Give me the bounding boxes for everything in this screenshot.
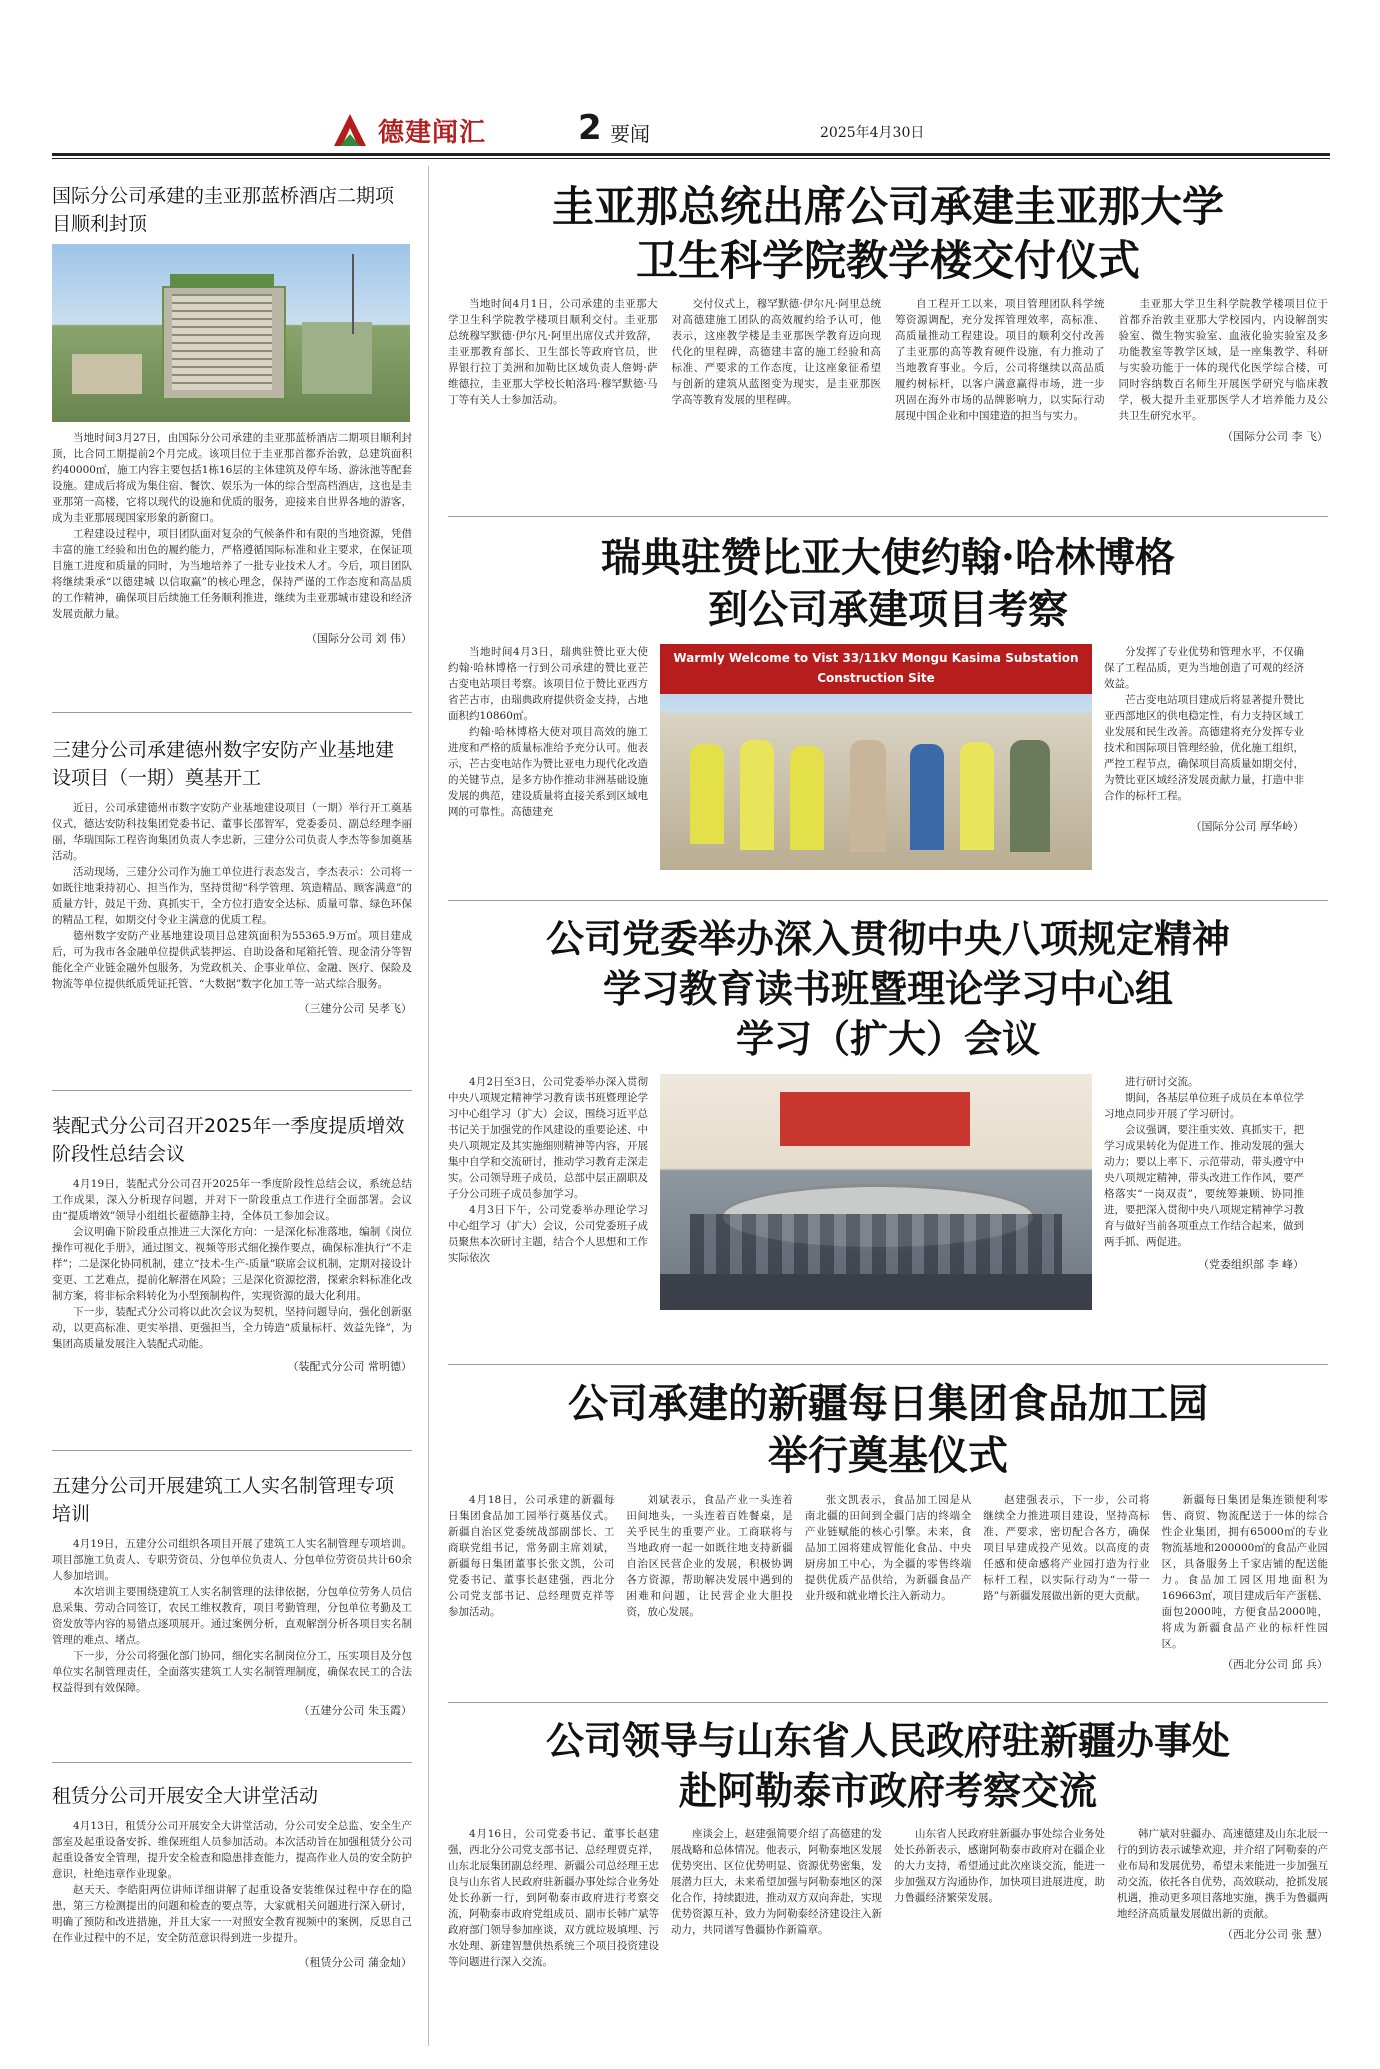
article-paragraph: 下一步，装配式分公司将以此次会议为契机，坚持问题导向，强化创新驱动，以更高标准、更实举措、更强担当，全力铸造“质量标杆、效益先锋”，为集团高质量发展注入装配式动能。	[52, 1306, 412, 1350]
article-paragraph: 张文凯表示，食品加工园是从南北疆的田间到全疆门店的终端全产业链赋能的核心引擎。未来，食品加工园将建成智能化食品、中央厨房加工中心，为全疆的零售终端提供优质产品供给，为新疆食品产业升级和就业增长注入新动力。	[804, 1494, 972, 1602]
article-title: 装配式分公司召开2025年一季度提质增效阶段性总结会议	[52, 1115, 405, 1165]
article-paragraph: 期间，各基层单位班子成员在本单位学习地点同步开展了学习研讨。	[1104, 1092, 1304, 1120]
article-paragraph: 约翰·哈林博格大使对项目高效的施工进度和严格的质量标准给予充分认可。他表示，芒古变电站作为赞比亚电力现代化改造的关键节点，是多方协作推动非洲基础设施发展的典范，建设质量将直接关系到区域电网的可靠性。高德建充	[448, 726, 648, 818]
section-name: 要闻	[610, 122, 650, 146]
byline: （西北分公司 邱 兵）	[1222, 1658, 1329, 1671]
headline-line: 圭亚那总统出席公司承建圭亚那大学	[551, 182, 1224, 231]
article-paragraph: 活动现场，三建分公司作为施工单位进行表态发言，李杰表示：公司将一如既往地秉持初心、担当作为，坚持贯彻“科学管理、筑造精品、顾客满意”的质量方针，鼓足干劲、真抓实干，全方位打造安全达标、质量可靠、绿色环保的精品工程，如期交付令业主满意的优质工程。	[52, 866, 412, 926]
article-paragraph: 进行研讨交流。	[1125, 1076, 1199, 1088]
article-paragraph: 本次培训主要围绕建筑工人实名制管理的法律依据，分包单位劳务人员信息采集、劳动合同签订，农民工维权教育，项目考勤管理，分包单位考勤及工资发放等内容的易错点逐项展开。通过案例分析，直观解剖分析各项目实名制管理的难点、堵点。	[52, 1586, 412, 1646]
article-guyana-handover	[448, 180, 1328, 444]
article-paragraph: 会议明确下阶段重点推进三大深化方向：一是深化标准落地，编制《岗位操作可视化手册》，通过图文、视频等形式细化操作要点，确保标准执行“不走样”；二是深化协同机制，建立“技术-生产-质量”联席会议机制，定期对接设计变更、工艺难点，提前化解潜在风险；三是深化资源挖潜，探索余料标准化改制方案，将非标余料转化为小型预制构件，实现资源的最大化利用。	[52, 1226, 412, 1302]
byline: （党委组织部 李 峰）	[1198, 1258, 1304, 1271]
headline-line: 公司领导与山东省人民政府驻新疆办事处	[545, 1718, 1230, 1763]
article-party-study	[448, 914, 1328, 1310]
byline: （国际分公司 刘 伟）	[306, 632, 412, 645]
article-paragraph: 4月19日，装配式分公司召开2025年一季度阶段性总结会议，系统总结工作成果，深入分析现存问题，并对下一阶段重点工作进行全面部署。会议由“提质增效”领导小组组长翟德静主持，全体员工参加会议。	[52, 1178, 412, 1222]
article-paragraph: 4月19日，五建分公司组织各项目开展了建筑工人实名制管理专项培训。项目部施工负责人、专职劳资员、分包单位负责人、分包单位劳资员共计60余人参加培训。	[52, 1538, 412, 1582]
article-paragraph: 当地时间3月27日，由国际分公司承建的圭亚那蓝桥酒店二期项目顺利封顶，比合同工期提前2个月完成。该项目位于圭亚那首都乔治敦，总建筑面积约40000㎡，施工内容主要包括1栋16层的主体建筑及停车场、游泳池等配套设施。建成后将成为集住宿、餐饮、娱乐为一体的综合型高档酒店，这也是圭亚那第一高楼，它将以现代的设施和优质的服务，迎接来自世界各地的游客，成为圭亚那展现国家形象的新窗口。	[52, 432, 412, 524]
headline-line: 学习（扩大）会议	[735, 1016, 1040, 1061]
article-paragraph: 4月13日，租赁分公司开展安全大讲堂活动，分公司安全总监、安全生产部室及起重设备安拆、维保班组人员参加活动。本次活动旨在加强租赁分公司起重设备安全管理，提升安全检查和隐患排查能力，提高作业人员的安全防护意识，杜绝违章作业现象。	[52, 1820, 412, 1880]
article-paragraph: 座谈会上，赵建强简要介绍了高德建的发展战略和总体情况。他表示，阿勒泰地区发展优势突出、区位优势明显、资源优势密集，发展潜力巨大，未来希望加强与阿勒泰地区的深化合作，持续跟进，推动双方双向奔赴，实现优势资源互补，致力为阿勒泰经济建设注入新动力，共同谱写鲁疆协作新篇章。	[671, 1828, 882, 1936]
byline: （租赁分公司 蒲金灿）	[298, 1956, 412, 1969]
article-paragraph: 当地时间4月1日，公司承建的圭亚那大学卫生科学院教学楼项目顺利交付。圭亚那总统穆罕默德·伊尔凡·阿里出席仪式并致辞，圭亚那教育部长、卫生部长等政府官员，世界银行拉丁美洲和加勒比区域负责人詹姆·萨维德拉，圭亚那大学校长帕洛玛·穆罕默德·马丁等有关人士参加活动。	[448, 298, 658, 406]
headline-line: 赴阿勒泰市政府考察交流	[678, 1768, 1097, 1813]
article-columns	[448, 1826, 1328, 1970]
ambassador-visit-photo	[660, 644, 1092, 870]
left-article-4	[52, 1472, 412, 1718]
headline	[448, 180, 1328, 288]
masthead-logo	[330, 110, 530, 150]
article-paragraph: 下一步，分公司将强化部门协同，细化实名制岗位分工，压实项目及分包单位实名制管理责任，全面落实建筑工人实名制管理制度，确保农民工的合法权益得到有效保障。	[52, 1650, 412, 1694]
article-paragraph: 新疆每日集团是集连锁便利零售、商贸、物流配送于一体的综合性企业集团，拥有65000㎡的专业物流基地和200000㎡的食品产业园区，具备服务上千家店铺的配送能力。食品加工园区用地面积为169663㎡，项目建成后年产蛋糕、面包2000吨，方便食品2000吨，将成为新疆食品产业的标杆性园区。	[1161, 1494, 1329, 1650]
article-altay-visit	[448, 1716, 1328, 1970]
logo-icon	[330, 112, 372, 148]
article-paragraph: 赵建强表示，下一步，公司将继续全力推进项目建设，坚持高标准、严要求，密切配合各方，确保项目早建成投产见效。以高度的责任感和使命感将产业园打造为行业标杆工程，以实际行动为“一带一路”与新疆发展做出新的更大贡献。	[983, 1494, 1150, 1602]
separator	[52, 1090, 412, 1091]
article-paragraph: 圭亚那大学卫生科学院教学楼项目位于首都乔治敦圭亚那大学校园内，内设解剖实验室、微生物实验室、血液化验实验室及多功能教室等教学区域，是一座集教学、科研与实验功能于一体的现代化医学综合楼，可同时容纳数百名师生开展医学研究与临床教学，极大提升圭亚那医学人才培养能力及公共卫生研究水平。	[1118, 298, 1328, 422]
separator	[448, 1364, 1328, 1365]
separator	[52, 712, 412, 713]
page-number: 2	[578, 108, 602, 148]
byline: （国际分公司 厚华岭）	[1190, 820, 1304, 833]
headline-line: 卫生科学院教学楼交付仪式	[635, 236, 1140, 285]
article-paragraph: 会议强调，要注重实效、真抓实干，把学习成果转化为促进工作、推动发展的强大动力；要以上率下、示范带动，带头遵守中央八项规定精神，带头改进工作作风，要严格落实“一岗双责”，要统筹兼顾、协同推进，要把深入贯彻中央八项规定精神学习教育与做好当前各项重点工作结合起来，做到两手抓、两促进。	[1104, 1124, 1304, 1248]
left-article-1	[52, 182, 412, 646]
article-sweden-ambassador	[448, 532, 1328, 870]
headline	[448, 914, 1328, 1064]
article-columns	[448, 1492, 1328, 1672]
headline	[448, 1378, 1328, 1482]
separator	[52, 1762, 412, 1763]
article-paragraph: 4月16日，公司党委书记、董事长赵建强，西北分公司党支部书记、总经理贾克祥，山东北辰集团副总经理、新疆公司总经理王忠良与山东省人民政府驻新疆办事处综合业务处处长孙新一行，到阿勒泰市政府进行考察交流，阿勒泰市政府党组成员、副市长韩广斌等政府部门领导参加座谈，双方就垃圾填埋、污水处理、新建智慧供热系统三个项目投资建设等问题进行深入交流。	[448, 1828, 659, 1968]
article-paragraph: 工程建设过程中，项目团队面对复杂的气候条件和有限的当地资源，凭借丰富的施工经验和出色的履约能力，严格遵循国际标准和业主要求，在保证项目施工进度和质量的同时，为当地培养了一批专业技术人才。今后，项目团队将继续秉承“以德建城 以信取赢”的核心理念，保持严谨的工作态度和高品质的工作精神，确保项目后续施工任务顺利推进，继续为圭亚那城市建设和经济发展贡献力量。	[52, 528, 412, 620]
article-paragraph: 分发挥了专业优势和管理水平，不仅确保了工程品质，更为当地创造了可观的经济效益。	[1104, 646, 1304, 690]
headline-line: 举行奠基仪式	[768, 1432, 1008, 1479]
byline: （西北分公司 张 慧）	[1222, 1928, 1328, 1941]
left-article-5	[52, 1782, 412, 1970]
welcome-banner: Warmly Welcome to Vist 33/11kV Mongu Kasima Substation Construction Site	[673, 651, 1079, 685]
separator	[448, 900, 1328, 901]
article-paragraph: 当地时间4月3日，瑞典驻赞比亚大使约翰·哈林博格一行到公司承建的赞比亚芒古变电站项目考察。该项目位于赞比亚西方省芒古市，由瑞典政府提供资金支持，占地面积约10860㎡。	[448, 646, 648, 722]
article-paragraph: 德州数字安防产业基地建设项目总建筑面积为55365.9万㎡。项目建成后，可为我市各金融单位提供武装押运、自助设备和尾箱托管、现金清分等智能化全产业链金融外包服务，为党政机关、企事业单位、金融、医疗、保险及物流等单位提供纸质凭证托管、“大数据”数字化加工等一站式综合服务。	[52, 930, 412, 990]
separator	[448, 516, 1328, 517]
article-paragraph: 4月3日下午，公司党委举办理论学习中心组学习（扩大）会议，公司党委班子成员聚焦本次研讨主题，结合个人思想和工作实际依次	[448, 1204, 648, 1264]
article-paragraph: 4月2日至3日，公司党委举办深入贯彻中央八项规定精神学习教育读书班暨理论学习中心组学习（扩大）会议，围绕习近平总书记关于加强党的作风建设的重要论述、中央八项规定及其实施细则精神等内容，开展集中自学和交流研讨，推动学习教育走深走实。公司领导班子成员，总部中层正副职及子分公司班子成员参加学习。	[448, 1076, 648, 1200]
headline	[448, 1716, 1328, 1816]
left-article-2	[52, 736, 412, 1016]
left-article-3	[52, 1112, 412, 1374]
headline-line: 公司承建的新疆每日集团食品加工园	[568, 1380, 1208, 1427]
article-body	[448, 1074, 1328, 1310]
headline	[448, 532, 1328, 636]
masthead-rule-thin	[52, 158, 1330, 159]
meeting-photo	[660, 1074, 1092, 1310]
article-title: 国际分公司承建的圭亚那蓝桥酒店二期项目顺利封顶	[52, 185, 395, 235]
column-divider	[428, 166, 429, 2046]
article-paragraph: 4月18日，公司承建的新疆每日集团食品加工园举行奠基仪式。新疆自治区党委统战部副部长、工商联党组书记，常务副主席刘斌，新疆每日集团董事长张文凯，公司党委书记、董事长赵建强，西北分公司党支部书记、总经理贾克祥等参加活动。	[448, 1494, 615, 1618]
article-paragraph: 刘斌表示，食品产业一头连着田间地头，一头连着百姓餐桌，是关乎民生的重要产业。工商联将与当地政府一起一如既往地支持新疆自治区民营企业的发展，积极协调各方资源，帮助解决发展中遇到的困难和问题，让民营企业大胆投资，放心发展。	[626, 1494, 793, 1618]
issue-date: 2025年4月30日	[820, 125, 925, 141]
hotel-construction-photo	[52, 244, 410, 422]
article-columns	[448, 296, 1328, 444]
article-paragraph: 交付仪式上，穆罕默德·伊尔凡·阿里总统对高德建施工团队的高效履约给予认可，他表示，这座教学楼是圭亚那医学教育迈向现代化的里程碑，高德建丰富的施工经验和高标准、严要求的工作态度，让这座象征希望与创新的建筑从蓝图变为现实，是圭亚那医学高等教育发展的里程碑。	[671, 298, 881, 406]
article-title: 五建分公司开展建筑工人实名制管理专项培训	[52, 1475, 395, 1525]
article-title: 三建分公司承建德州数字安防产业基地建设项目（一期）奠基开工	[52, 739, 395, 789]
byline: （五建分公司 朱玉霞）	[298, 1704, 412, 1717]
article-paragraph: 韩广斌对驻疆办、高速德建及山东北辰一行的到访表示诚挚欢迎，并介绍了阿勒泰的产业布局和发展优势，希望未来能进一步加强互动交流，依托各自优势，高效联动，抢抓发展机遇，推动更多项目落地实施，携手为鲁疆两地经济高质量发展做出新的贡献。	[1117, 1828, 1328, 1920]
logo-text: 德建闻汇	[378, 117, 487, 148]
byline: （国际分公司 李 飞）	[1222, 430, 1328, 443]
article-paragraph: 山东省人民政府驻新疆办事处综合业务处处长孙新表示，感谢阿勒泰市政府对在疆企业的大力支持，希望通过此次座谈交流，能进一步加强双方沟通协作，加快项目进展进度，助力鲁疆经济繁荣发展。	[894, 1828, 1105, 1904]
article-paragraph: 近日，公司承建德州市数字安防产业基地建设项目（一期）举行开工奠基仪式，德达安防科技集团党委书记、董事长邵智军，党委委员、副总经理李丽丽，华瑞国际工程咨询集团负责人李忠新，三建分公司负责人李杰等参加奠基活动。	[52, 802, 412, 862]
article-paragraph: 芒古变电站项目建成后将显著提升赞比亚西部地区的供电稳定性，有力支持区域工业发展和民生改善。高德建将充分发挥专业技术和国际项目管理经验，优化施工组织，严控工程节点，确保项目高质量如期交付，为赞比亚区域经济发展贡献力量，打造中非合作的标杆工程。	[1104, 694, 1304, 802]
byline: （装配式分公司 常明德）	[287, 1360, 412, 1373]
separator	[52, 1450, 412, 1451]
headline-line: 到公司承建项目考察	[708, 586, 1068, 633]
headline-line: 瑞典驻赞比亚大使约翰·哈林博格	[601, 534, 1175, 581]
byline: （三建分公司 吴孝飞）	[298, 1002, 412, 1015]
article-xinjiang-food-park	[448, 1378, 1328, 1672]
article-paragraph: 自工程开工以来，项目管理团队科学统筹资源调配，充分发挥管理效率，高标准、高质量推动工程建设。项目的顺利交付改善了圭亚那的高等教育硬件设施，有力推动了当地教育事业。今后，公司将继续以高品质履约树标杆，以客户满意赢得市场，进一步巩固在海外市场的品牌影响力，以实际行动展现中国企业和中国建造的担当与实力。	[895, 298, 1105, 422]
separator	[448, 1702, 1328, 1703]
masthead-rule	[52, 153, 1330, 156]
article-title: 租赁分公司开展安全大讲堂活动	[52, 1785, 319, 1807]
headline-line: 学习教育读书班暨理论学习中心组	[602, 966, 1173, 1011]
headline-line: 公司党委举办深入贯彻中央八项规定精神	[545, 916, 1230, 961]
article-body	[448, 644, 1328, 870]
article-paragraph: 赵天天、李皓阳两位讲师详细讲解了起重设备安装维保过程中存在的隐患，第三方检测提出的问题和检查的要点等，大家就相关问题进行深入研讨，明确了预防和改进措施，并且大家一一对照安全教育视频中的案例，反思自己在作业过程中的不足，安全防范意识得到进一步提升。	[52, 1884, 412, 1944]
